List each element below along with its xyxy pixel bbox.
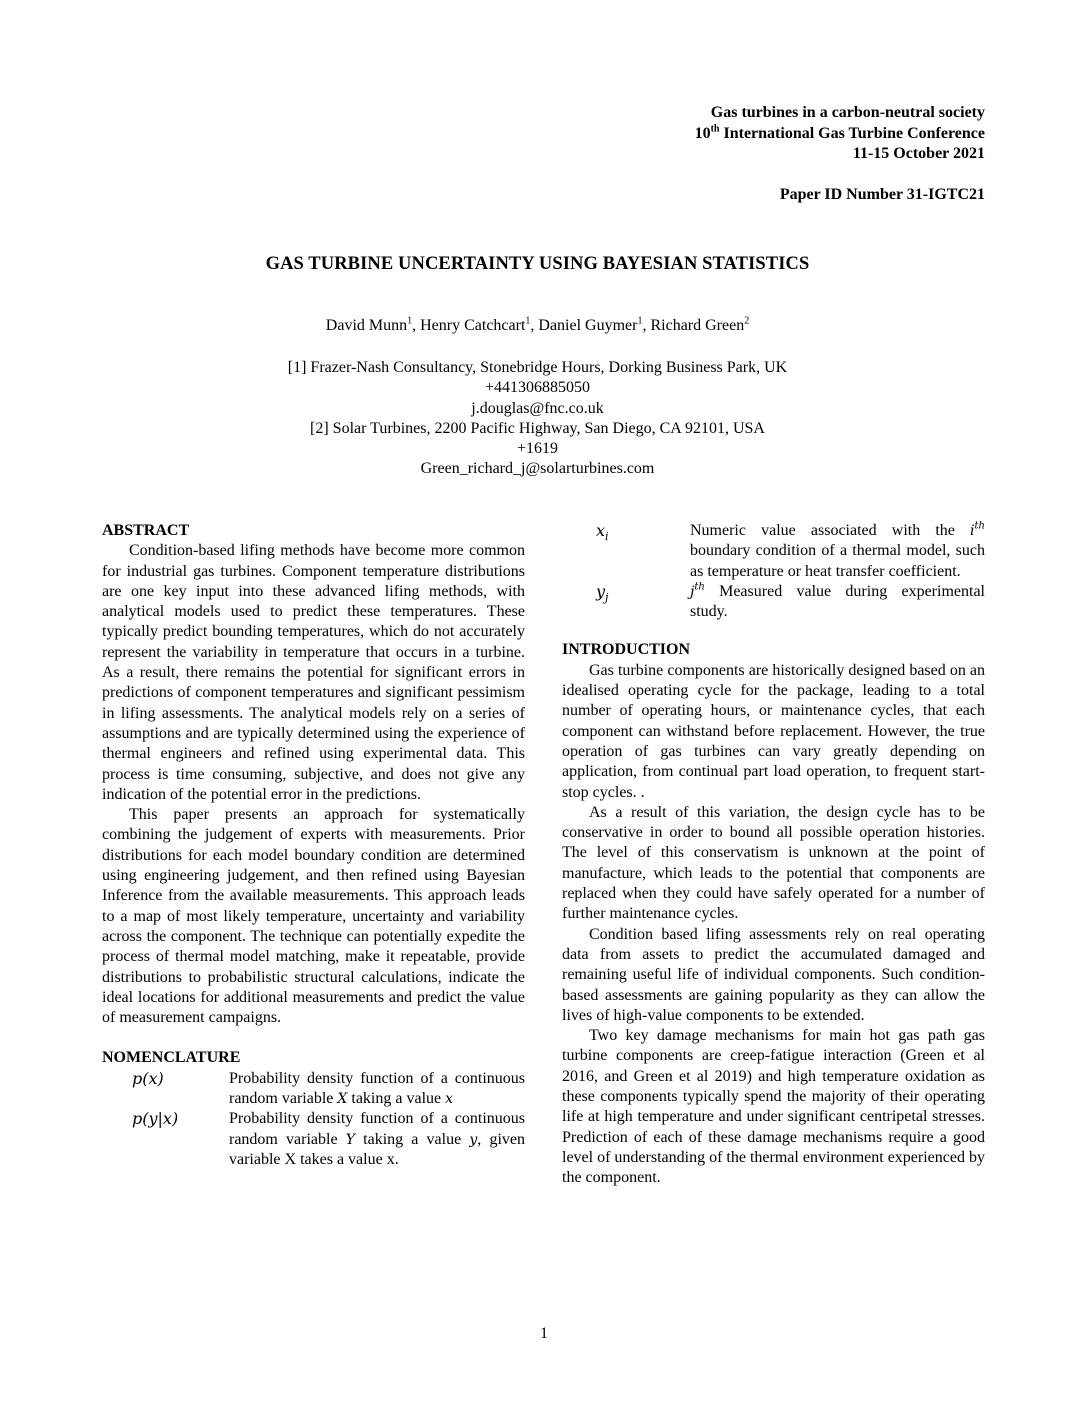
affiliation-1-phone: +441306885050: [484, 379, 591, 397]
affiliation-1-email: j.douglas@fnc.co.uk: [471, 399, 604, 417]
introduction-paragraph-1: Gas turbine components are historically designed based on an idealised operating cycle for the package, leading to a total number of operating hours, or maintenance cycles, that each component can withstand before replacement. However, the true operation of gas turbines can vary greatly depending on application, from continual part load operation, to frequent start-stop cycles. .: [562, 661, 985, 801]
conference-name: Gas turbines in a carbon-neutral society: [710, 104, 985, 121]
abstract-heading: ABSTRACT: [102, 522, 190, 539]
introduction-paragraph-3: Condition based lifing assessments rely on real operating data from assets to predict the accumulated damaged and remaining useful life of individual components. Such condition-based assessments are gaining popularity as they can allow the lives of high-value components to be extended.: [562, 925, 985, 1024]
affiliation-2-email: Green_richard_j@solarturbines.com: [420, 460, 655, 478]
nomenclature-definition: Probability density function of a continuous random variable X taking a value x: [229, 1069, 525, 1108]
introduction-paragraph-4: Two key damage mechanisms for main hot gas path gas turbine components are creep-fatigue interaction (Green et al 2016, and Green et al 2019) and high temperature oxidation as these components typically spend the majority of their operating life at high temperature and under significant centripetal stresses. Prediction of each of these damage mechanisms require a good level of understanding of the thermal environment experienced by the component.: [562, 1027, 985, 1187]
nomenclature-symbol: $y_j$: [596, 581, 609, 605]
conference-header: [695, 103, 985, 165]
left-column: [102, 521, 525, 1170]
nomenclature-definition: Numeric value associated with the $i^{th}$ boundary condition of a thermal model, such as temperature or heat transfer coefficient.: [690, 520, 985, 580]
affiliation-2: [2] Solar Turbines, 2200 Pacific Highway, San Diego, CA 92101, USA: [310, 419, 765, 437]
conference-edition: 10th International Gas Turbine Conference: [694, 123, 985, 142]
affiliation-1: [1] Frazer-Nash Consultancy, Stonebridge Hours, Dorking Business Park, UK: [287, 359, 788, 376]
conference-dates: 11-15 October 2021: [852, 145, 985, 162]
nomenclature-item: [102, 1109, 525, 1170]
nomenclature-item: [562, 582, 985, 623]
paper-id: Paper ID Number 31-IGTC21: [779, 186, 985, 203]
author-list: David Munn$^1$, Henry Catchcart$^1$, Daniel Guymer$^1$, Richard Green$^2$: [325, 315, 750, 334]
paper-title: GAS TURBINE UNCERTAINTY USING BAYESIAN STATISTICS: [265, 254, 810, 274]
abstract-paragraph-1: Condition-based lifing methods have become more common for industrial gas turbines. Component temperature distributions are one key input into these advanced lifing methods, with analytical models used to predict these temperatures. These typically predict bounding temperatures, which do not accurately represent the variability in temperature that occurs in a turbine. As a result, there remains the potential for significant errors in predictions of component temperatures and significant pessimism in lifing assessments. The analytical models rely on a series of assumptions and are typically determined using the experience of thermal engineers and refined using experimental data. This process is time consuming, subjective, and does not give any indication of the potential error in the predictions.: [102, 542, 525, 803]
nomenclature-symbol: p(x): [132, 1068, 164, 1088]
nomenclature-definition: Probability density function of a continuous random variable Y taking a value y, given variable X takes a value x.: [229, 1110, 526, 1168]
nomenclature-item: [102, 1069, 525, 1110]
nomenclature-symbol: p(y|x): [132, 1109, 179, 1129]
nomenclature-heading: NOMENCLATURE: [102, 1049, 241, 1067]
page-number: 1: [540, 1325, 548, 1342]
introduction-paragraph-2: As a result of this variation, the design cycle has to be conservative in order to bound all possible operation histories. The level of this conservatism is unknown at the point of manufacture, which leads to the potential that components are replaced when they could have safely operated for a number of further maintenance cycles.: [562, 803, 985, 923]
introduction-heading: INTRODUCTION: [562, 641, 691, 659]
abstract-paragraph-2: This paper presents an approach for systematically combining the judgement of experts with measurements. Prior distributions for each model boundary condition are determined using engineering judgement, and then refined using Bayesian Inference from the available measurements. This approach leads to a map of most likely temperature, uncertainty and variability across the component. The technique can potentially expedite the process of thermal model matching, make it repeatable, provide distributions to probabilistic structural calculations, indicate the ideal locations for additional measurements and predict the value of measurement campaigns.: [102, 806, 525, 1027]
nomenclature-definition: $j^{th}$ Measured value during experimental study.: [690, 581, 985, 621]
right-column: [562, 521, 985, 1189]
nomenclature-item: [562, 521, 985, 582]
nomenclature-symbol: $x_i$: [596, 521, 609, 544]
affiliations: [0, 358, 1075, 480]
affiliation-2-phone: +1619: [516, 440, 559, 458]
